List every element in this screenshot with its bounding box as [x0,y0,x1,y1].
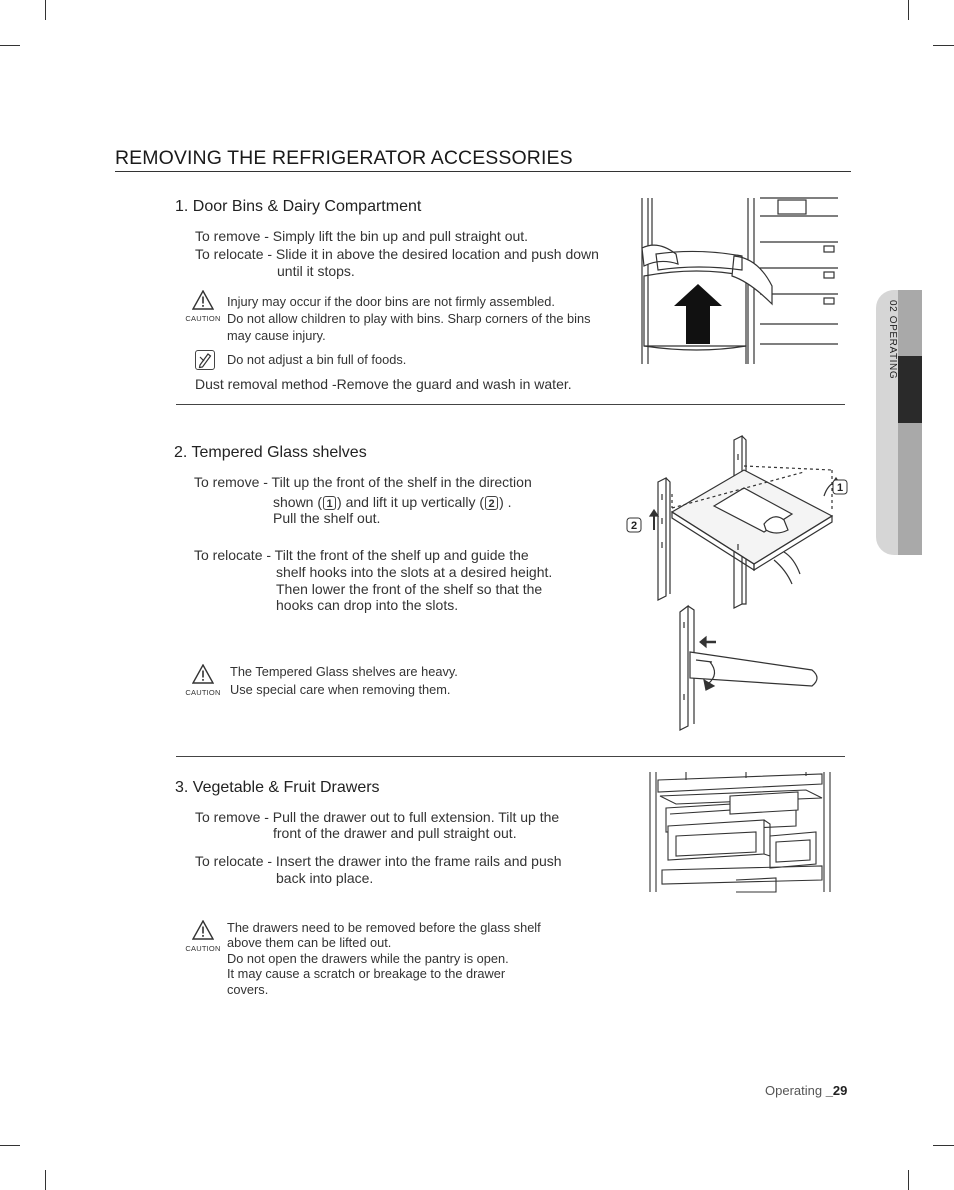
caution-badge [184,920,222,953]
section2-heading: 2. Tempered Glass shelves [174,444,367,461]
section2-remove-text: To remove - Tilt up the front of the shelf in the direction [194,474,532,490]
section3-relocate-text: To relocate - Insert the drawer into the frame rails and push [195,853,562,869]
section2-remove-text-cont [273,494,512,511]
crop-mark [0,45,20,46]
step-1-label: 1 [836,482,844,494]
section3-remove-text-cont: front of the drawer and pull straight out. [273,825,517,841]
section2-relocate-text: Then lower the front of the shelf so that the [276,581,543,597]
section2-remove-lift: ) and lift it up vertically ( [337,494,485,510]
section3-remove-text: To remove - Pull the drawer out to full extension. Tilt up the [195,809,560,825]
section2-caution-line: The Tempered Glass shelves are heavy. [230,664,458,679]
section1-dust-text: Dust removal method -Remove the guard and wash in water. [195,376,572,392]
door-bin-illustration [638,196,840,366]
section2-caution-line: Use special care when removing them. [230,682,451,697]
side-tab-active-marker [898,356,922,423]
warning-triangle-icon [192,664,214,684]
section3-caution-line: Do not open the drawers while the pantry is open. [227,951,509,966]
note-pencil-icon [195,350,215,370]
crop-mark [908,1170,909,1190]
section-divider [176,756,845,757]
section3-heading: 3. Vegetable & Fruit Drawers [175,779,380,796]
section2-remove-text-pull: Pull the shelf out. [273,510,381,526]
section2-relocate-text: To relocate - Tilt the front of the shelf up and guide the [194,547,529,563]
footer-section-label: Operating [765,1083,826,1098]
caution-label: CAUTION [185,314,221,323]
section1-caution-line: may cause injury. [227,328,326,343]
crop-mark [0,1145,20,1146]
section1-heading: 1. Door Bins & Dairy Compartment [175,198,422,215]
section3-caution-line: covers. [227,982,269,997]
page-footer [765,1083,847,1098]
step-2-label: 2 [630,520,638,532]
step-1-badge: 1 [323,496,336,510]
glass-shelf-illustration [624,434,852,734]
section1-remove-text: To remove - Simply lift the bin up and pull straight out. [195,228,529,244]
section-divider [176,404,845,405]
caution-label: CAUTION [185,688,221,697]
section2-remove-shown: shown ( [273,494,323,510]
caution-badge [184,664,222,697]
page-title: REMOVING THE REFRIGERATOR ACCESSORIES [115,147,573,169]
side-tab-label: 02 OPERATING [887,300,898,380]
crop-mark [45,0,46,20]
section3-relocate-text-cont: back into place. [276,870,374,886]
section1-caution-line: Injury may occur if the door bins are not firmly assembled. [227,294,555,309]
caution-badge [184,290,222,323]
warning-triangle-icon [192,920,214,940]
warning-triangle-icon [192,290,214,310]
section1-caution-line: Do not allow children to play with bins. Sharp corners of the bins [227,311,591,326]
title-underline [115,171,851,172]
crop-mark [933,1145,954,1146]
section3-caution-line: It may cause a scratch or breakage to the drawer [227,966,506,981]
section3-caution-line: The drawers need to be removed before the glass shelf [227,920,541,935]
section2-relocate-text: shelf hooks into the slots at a desired height. [276,564,553,580]
crop-mark [45,1170,46,1190]
page-number: _29 [825,1083,848,1098]
caution-label: CAUTION [185,944,221,953]
step-2-badge: 2 [485,496,498,510]
crop-mark [933,45,954,46]
section1-relocate-text-cont: until it stops. [277,263,355,279]
crop-mark [908,0,909,20]
section2-remove-end: ) . [499,494,512,510]
section1-note-text: Do not adjust a bin full of foods. [227,352,407,367]
section1-relocate-text: To relocate - Slide it in above the desired location and push down [195,246,599,262]
section2-relocate-text: hooks can drop into the slots. [276,597,459,613]
section3-caution-line: above them can be lifted out. [227,935,392,950]
drawers-illustration [646,770,836,894]
